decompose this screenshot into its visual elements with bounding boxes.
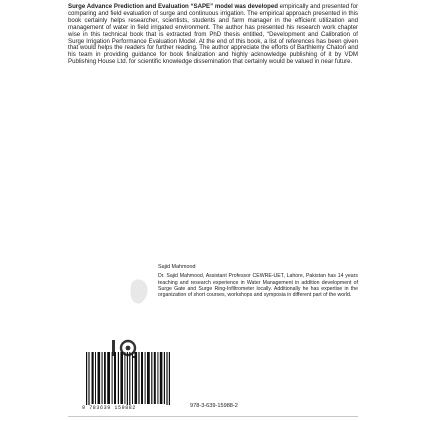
blurb-body: empirically and presented for comparing and field evaluation of surge and continuous irrigation. The empirical approach presented in this book certainly helps researcher, scientists, students and farm manager in the efficient utilization and management of water in field irrigated environment. The author has presented his research work chapter wise in this technical book that is extracted from PhD thesis entitled, “Development and Calibration of Surge Irrigation Performance Evaluation Model. At the end of this book, a list of references has been given that would helps the readers for further reading. The author appreciate the efforts of Barthlemy Chaton and his team in providing guidance for book finalization and highly acknowledge publishing of it by VDM Publishing House Ltd. for scientific knowledge dissemination that certainly would be valued in near future. xyxy=(68,3,358,66)
isbn: 978-3-639-15988-2 xyxy=(190,403,238,409)
author-bio: Dr. Sajid Mahmood, Assistant Professor CEWRE-UET, Lahore, Pakistan has 14 years teaching and research experience in Water Management in addition development of Surge Gate and Surge Ring-Infiltrometer locally. Additionally he has expertise in the organization of short courses, workshops and symposia in different part of the world. xyxy=(158,273,358,299)
author-block xyxy=(158,264,358,298)
author-name: Sajid Mahmood xyxy=(158,264,196,270)
barcode-digits: 9 783639 159882 xyxy=(82,405,178,411)
blurb xyxy=(68,4,358,66)
blurb-title: Surge Advance Prediction and Evaluation “SAPE” model was developed xyxy=(68,3,278,10)
footer-divider xyxy=(68,416,358,417)
